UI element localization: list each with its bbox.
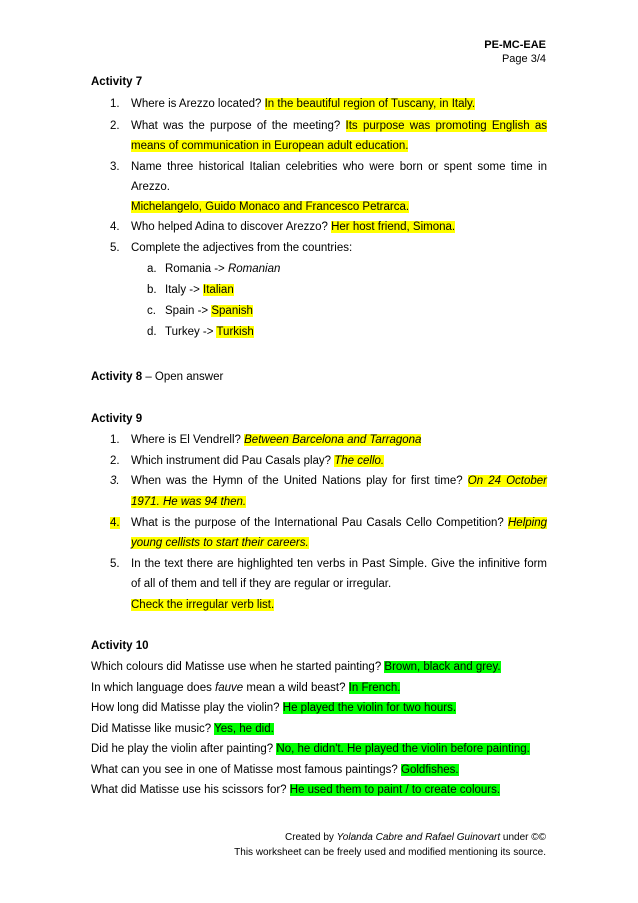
a7-q3-number: 3. — [110, 161, 120, 173]
answer-highlight: In the beautiful region of Tuscany, in Italy. — [264, 98, 476, 110]
answer-highlight: Spanish — [211, 305, 253, 317]
a9-q3-cont — [131, 496, 246, 508]
answer-highlight: Check the irregular verb list. — [131, 599, 275, 611]
a9-q1-number: 1. — [110, 434, 120, 446]
activity-8: Activity 8 – Open answer — [91, 371, 224, 383]
sub-item-letter: b. — [147, 284, 157, 296]
a7-q5: Complete the adjectives from the countries: — [131, 242, 353, 254]
a7-q5-number: 5. — [110, 242, 120, 254]
answer-text: Romanian — [227, 263, 281, 275]
footer-authors: Yolanda Cabre and Rafael Guinovart — [336, 832, 501, 843]
a9-q4 — [131, 517, 547, 529]
a7-q4-number: 4. — [110, 221, 120, 233]
a9-q1 — [131, 434, 421, 446]
a7-q1-number: 1. — [110, 98, 120, 110]
footer-credits: Created by Yolanda Cabre and Rafael Guinovart under ©© — [284, 832, 546, 843]
page-number: Page 3/4 — [501, 53, 546, 65]
answer-highlight: Brown, black and grey. — [384, 661, 501, 673]
answer-highlight: No, he didn't. He played the violin before painting. — [276, 743, 530, 755]
a9-q5-number: 5. — [110, 558, 120, 570]
answer-highlight: Between Barcelona and Tarragona — [244, 434, 422, 446]
answer-highlight: He used them to paint / to create colours. — [289, 784, 501, 796]
activity-7-title: Activity 7 — [91, 76, 143, 88]
question-text: When was the Hymn of the United Nations play for first time? — [131, 475, 468, 487]
sub-item: Italy -> Italian — [165, 284, 234, 296]
a10-row: Which colours did Matisse use when he started painting? Brown, black and grey. — [91, 661, 501, 673]
answer-highlight: Italian — [203, 284, 234, 296]
a9-q3 — [131, 475, 547, 487]
a7-q3-answer — [131, 201, 409, 213]
activity-10-title: Activity 10 — [91, 640, 149, 652]
activity-9-title: Activity 9 — [91, 413, 143, 425]
sub-item-letter: c. — [147, 305, 156, 317]
doc-code: PE-MC-EAE — [484, 39, 546, 51]
answer-highlight: In French. — [348, 682, 401, 694]
answer-highlight: Michelangelo, Guido Monaco and Francesco Petrarca. — [131, 201, 410, 213]
question-text: Which instrument did Pau Casals play? — [131, 455, 335, 467]
question-text: Who helped Adina to discover Arezzo? — [131, 221, 332, 233]
answer-highlight: He played the violin for two hours. — [282, 702, 457, 714]
answer-highlight: means of communication in European adult education. — [131, 140, 409, 152]
a10-row: How long did Matisse play the violin? He played the violin for two hours. — [91, 702, 457, 714]
a7-q1 — [131, 98, 475, 110]
a9-q5-cont: of all of them and tell if they are regular or irregular. — [131, 578, 392, 590]
a7-q3-cont: Arezzo. — [131, 181, 170, 193]
footer-license: This worksheet can be freely used and modified mentioning its source. — [234, 847, 546, 858]
answer-highlight: Her host friend, Simona. — [331, 221, 456, 233]
a9-q2-number: 2. — [110, 455, 120, 467]
answer-highlight: Helping — [508, 517, 547, 529]
a9-q5: In the text there are highlighted ten verbs in Past Simple. Give the infinitive form — [131, 558, 547, 570]
a7-q3: Name three historical Italian celebrities who were born or spent some time in — [131, 161, 547, 173]
answer-highlight: The cello. — [334, 455, 385, 467]
question-text: Where is El Vendrell? — [131, 434, 245, 446]
sub-item-letter: a. — [147, 263, 157, 275]
a10-row: In which language does fauve mean a wild beast? In French. — [91, 682, 401, 694]
sub-item: Spain -> Spanish — [165, 305, 253, 317]
activity-8-title: Activity 8 — [91, 371, 143, 383]
a9-q4-number: 4. — [110, 517, 120, 529]
question-text: What was the purpose of the meeting? — [131, 120, 346, 132]
a7-q2 — [131, 120, 547, 132]
a9-q3-number: 3. — [110, 475, 120, 487]
a9-q5-answer — [131, 599, 274, 611]
sub-item: Turkey -> Turkish — [165, 326, 254, 338]
a7-q2-number: 2. — [110, 120, 120, 132]
a7-q4 — [131, 221, 455, 233]
a10-row: Did he play the violin after painting? No, he didn't. He played the violin before painting. — [91, 743, 530, 755]
a10-row: What did Matisse use his scissors for? He used them to paint / to create colours. — [91, 784, 501, 796]
answer-highlight: young cellists to start their careers. — [131, 537, 309, 549]
a7-q2-cont — [131, 140, 408, 152]
answer-highlight: Yes, he did. — [214, 723, 274, 735]
answer-highlight: Goldfishes. — [401, 764, 459, 776]
sub-item-letter: d. — [147, 326, 157, 338]
a10-row: What can you see in one of Matisse most famous paintings? Goldfishes. — [91, 764, 459, 776]
sub-item: Romania -> Romanian — [165, 263, 281, 275]
answer-highlight: Its purpose was promoting English as — [345, 120, 547, 132]
answer-highlight: 1971. He was 94 then. — [131, 496, 247, 508]
question-text: What is the purpose of the International Pau Casals Cello Competition? — [131, 517, 508, 529]
answer-highlight: On 24 October — [467, 475, 547, 487]
a9-q2 — [131, 455, 384, 467]
answer-highlight: Turkish — [216, 326, 254, 338]
a10-row: Did Matisse like music? Yes, he did. — [91, 723, 274, 735]
question-text: Where is Arezzo located? — [131, 98, 265, 110]
a9-q4-cont — [131, 537, 309, 549]
